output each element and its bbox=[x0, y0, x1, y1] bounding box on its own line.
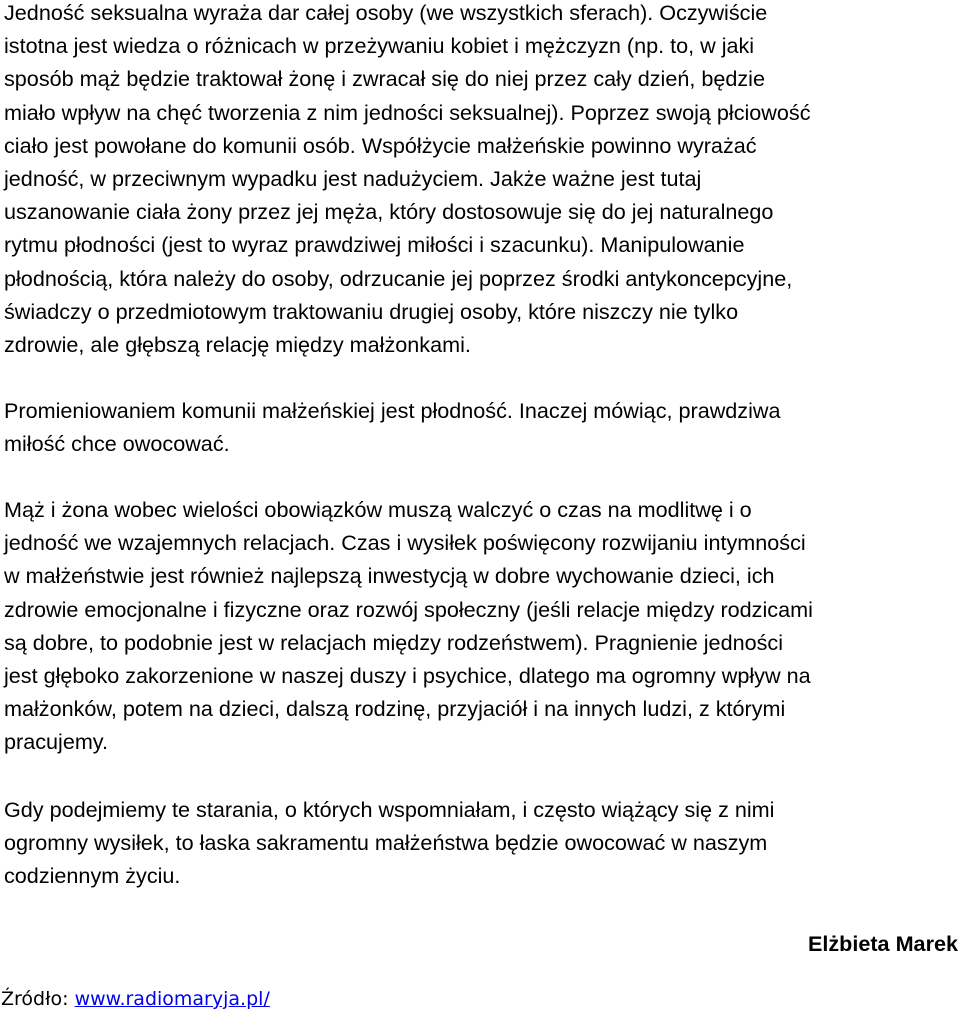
source-label: Źródło: bbox=[1, 988, 69, 1010]
paragraph-fertility: Promieniowaniem komunii małżeńskiej jest płodność. Inaczej mówiąc, prawdziwa miłość chce owocować. bbox=[4, 398, 781, 457]
author-signature: Elżbieta Marek bbox=[807, 931, 958, 956]
source-line bbox=[1, 984, 270, 1014]
source-link[interactable]: www.radiomaryja.pl/ bbox=[74, 988, 270, 1010]
paragraph-prayer-and-unity: Mąż i żona wobec wielości obowiązków muszą walczyć o czas na modlitwę i o jedność we wzajemnych relacjach. Czas i wysiłek poświęcony rozwijaniu intymności w małżeństwie jest również najlepszą inwestycją w dobre wychowanie dzieci, ich zdrowie emocjonalne i fizyczne oraz rozwój społeczny (jeśli relacje między rodzicami są dobre, to podobnie jest w relacjach między rodzeństwem). Pragnienie jedności jest głęboko zakorzenione w naszej duszy i psychice, dlatego ma ogromny wpływ na małżonków, potem na dzieci, dalszą rodzinę, przyjaciół i na innych ludzi, z którymi pracujemy. bbox=[4, 497, 813, 755]
paragraph-closing: Gdy podejmiemy te starania, o których wspomniałam, i często wiążący się z nimi ogromny wysiłek, to łaska sakramentu małżeństwa będzie owocować w naszym codziennym życiu. bbox=[4, 797, 775, 889]
paragraph-sexual-unity: Jedność seksualna wyraża dar całej osoby (we wszystkich sferach). Oczywiście istotna jest wiedza o różnicach w przeżywaniu kobiet i mężczyzn (np. to, w jaki sposób mąż będzie traktował żonę i zwracał się do niej przez cały dzień, będzie miało wpływ na chęć tworzenia z nim jedności seksualnej). Poprzez swoją płciowość ciało jest powołane do komunii osób. Współżycie małżeńskie powinno wyrażać jedność, w przeciwnym wypadku jest nadużyciem. Jakże ważne jest tutaj uszanowanie ciała żony przez jej męża, który dostosowuje się do jej naturalnego rytmu płodności (jest to wyraz prawdziwej miłości i szacunku). Manipulowanie płodnością, która należy do osoby, odrzucanie jej poprzez środki antykoncepcyjne, świadczy o przedmiotowym traktowaniu drugiej osoby, które niszczy nie tylko zdrowie, ale głębszą relację między małżonkami. bbox=[4, 0, 811, 358]
